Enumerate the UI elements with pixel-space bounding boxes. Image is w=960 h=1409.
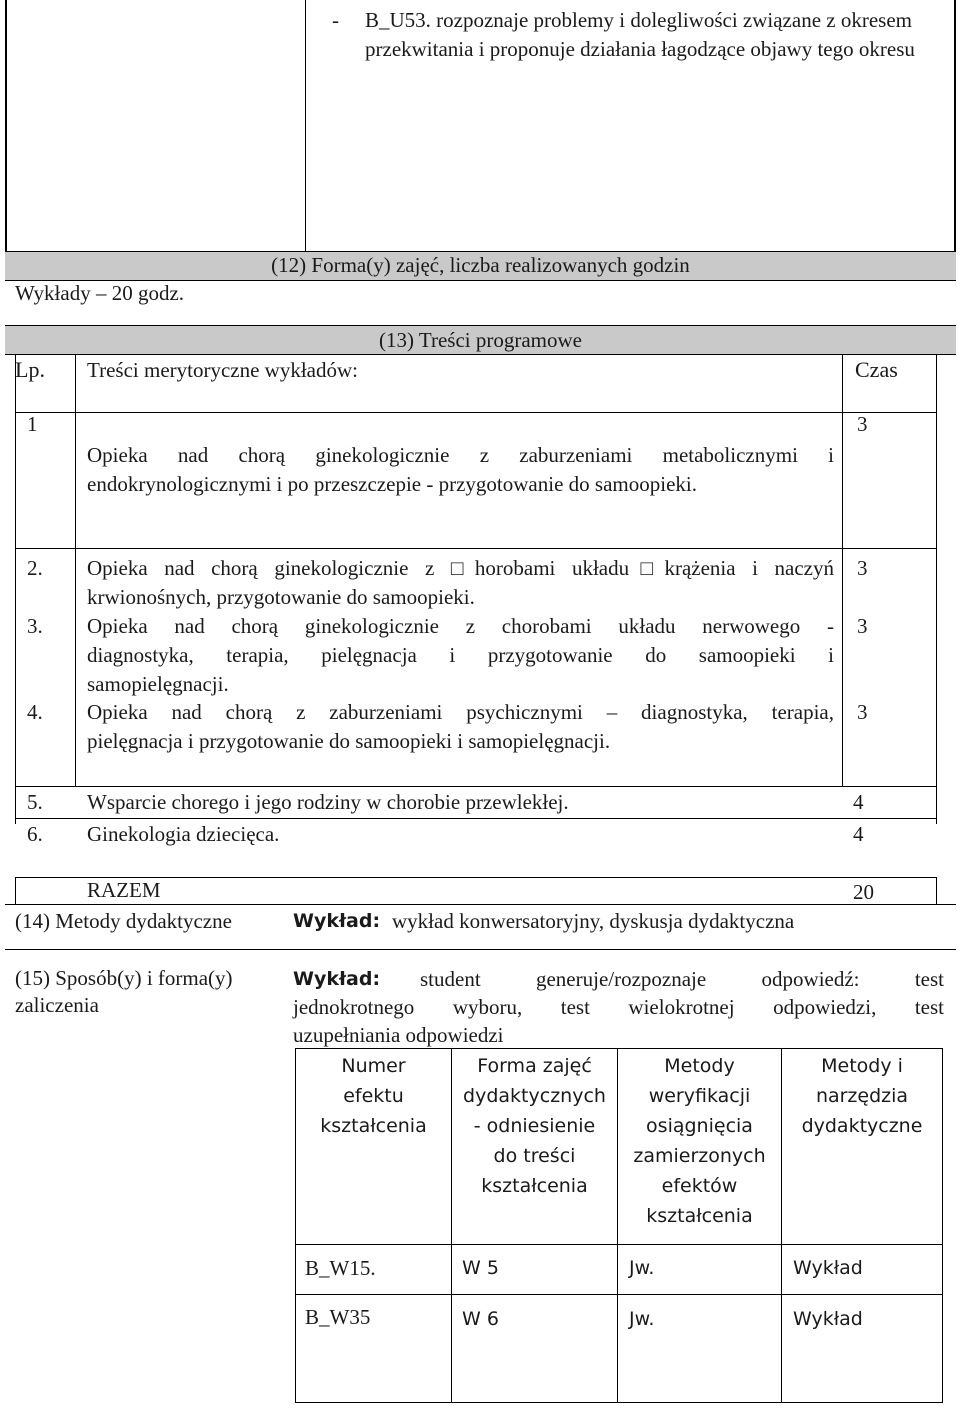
row-3-topic-line2: diagnostyka, terapia, pielęgnacja i przygotowanie do samoopieki i (87, 643, 834, 667)
row-2-time: 3 (857, 556, 868, 580)
row-3-topic-line3: samopielęgnacji. (87, 672, 229, 696)
row-6-topic-line1: Ginekologia dziecięca. (87, 822, 280, 846)
assessment-row-top (5, 949, 956, 950)
row-2-lp: 2. (27, 556, 43, 580)
content-border-lp (75, 354, 76, 786)
row-2-topic-line1: Opieka nad chorą ginekologicznie z □horobami układu□krążenia i naczyń (87, 556, 834, 580)
row-4-lp: 4. (27, 700, 43, 724)
assessment-label-line2: zaliczenia (15, 993, 99, 1017)
effects-table-row1-bottom (295, 1294, 943, 1295)
row-3-time: 3 (857, 614, 868, 638)
content-border-time (842, 354, 843, 786)
row-4-time: 3 (857, 700, 868, 724)
content-header: (13) Treści programowe (379, 328, 582, 352)
effects-row-2-number: B_W35 (305, 1305, 371, 1329)
effects-row-1-verification: Jw. (629, 1257, 655, 1279)
assessment-line2: jednokrotnego wyboru, test wielokrotnej odpowiedzi, test (293, 995, 944, 1019)
row-2-topic-line2: krwionośnych, przygotowanie do samoopieki. (87, 585, 475, 609)
effects-header-form: Forma zajęć dydaktycznych - odniesienie do treści kształcenia (463, 1055, 606, 1197)
content-border-right (936, 354, 937, 824)
content-row5-bottom (15, 818, 937, 819)
row-5-lp: 5. (27, 790, 43, 814)
total-value: 20 (853, 880, 874, 904)
row-4-topic-line1: Opieka nad chorą z zaburzeniami psychicznymi – diagnostyka, terapia, (87, 700, 834, 724)
effects-table-header-bottom (295, 1244, 943, 1245)
content-col-time: Czas (855, 357, 898, 382)
effects-row-2-tools: Wykład (793, 1308, 863, 1330)
effects-header-tools: Metody i narzędzia dydaktyczne (801, 1055, 923, 1137)
assessment-value-bold: Wykład: (293, 968, 381, 990)
row-1-lp: 1 (27, 412, 38, 436)
methods-row-top (5, 904, 956, 905)
row-3-topic-line1: Opieka nad chorą ginekologicznie z chorobami układu nerwowego - (87, 614, 834, 638)
row-1-time: 3 (857, 412, 868, 436)
content-border-left (15, 354, 16, 824)
content-rows-bottom (15, 786, 937, 787)
effects-header-number: Numer efektu kształcenia (320, 1055, 427, 1137)
effects-row-2-form: W 6 (462, 1308, 499, 1330)
row-1-topic-line2: endokrynologicznymi i po przeszczepie - przygotowanie do samoopieki. (87, 472, 697, 496)
methods-label: (14) Metody dydaktyczne (15, 909, 232, 933)
border-left-top (5, 0, 7, 251)
assessment-label-line1: (15) Sposób(y) i forma(y) (15, 966, 233, 990)
effects-row-1-number: B_W15. (305, 1256, 376, 1280)
content-col-topics: Treści merytoryczne wykładów: (87, 358, 358, 382)
row-4-topic-line2: pielęgnacja i przygotowanie do samoopieki i samopielęgnacji. (87, 729, 611, 753)
methods-value-bold: Wykład: (293, 910, 381, 932)
row-6-time: 4 (853, 822, 864, 846)
total-row-left (15, 877, 16, 905)
content-row1-bottom (15, 548, 937, 549)
row-6-lp: 6. (27, 822, 43, 846)
effects-table-bottom (295, 1402, 943, 1403)
content-col-lp: Lp. (15, 357, 45, 382)
effects-row-2-verification: Jw. (629, 1308, 655, 1330)
total-label: RAZEM (87, 878, 161, 902)
row-3-lp: 3. (27, 614, 43, 638)
outcome-text: B_U53. rozpoznaje problemy i dolegliwości związane z okresem przekwitania i proponuje działania łagodzące objawy tego okresu (365, 8, 915, 61)
row-5-topic-line1: Wsparcie chorego i jego rodziny w chorobie przewlekłej. (87, 790, 569, 814)
row-5-time: 4 (853, 790, 864, 814)
methods-value: wykład konwersatoryjny, dyskusja dydaktyczna (392, 909, 795, 933)
row-1-topic-line1: Opieka nad chorą ginekologicznie z zaburzeniami metabolicznymi i (87, 443, 834, 467)
divider-outcome (305, 0, 306, 251)
effects-row-1-tools: Wykład (793, 1257, 863, 1279)
effects-table-top (295, 1048, 943, 1049)
effects-table-right (942, 1048, 943, 1403)
assessment-line3: uzupełniania odpowiedzi (293, 1023, 504, 1047)
effects-header-verification: Metody weryfikacji osiągnięcia zamierzonych efektów kształcenia (633, 1055, 766, 1227)
content-header-bottom (15, 412, 937, 413)
border-right-top (954, 0, 956, 251)
total-row-right (936, 877, 937, 905)
effects-row-1-form: W 5 (462, 1257, 499, 1279)
assessment-line1: student generuje/rozpoznaje odpowiedź: test (420, 967, 944, 991)
forms-value: Wykłady – 20 godz. (15, 281, 185, 305)
outcome-dash: - (332, 8, 339, 32)
forms-header: (12) Forma(y) zajęć, liczba realizowanych godzin (271, 253, 690, 277)
